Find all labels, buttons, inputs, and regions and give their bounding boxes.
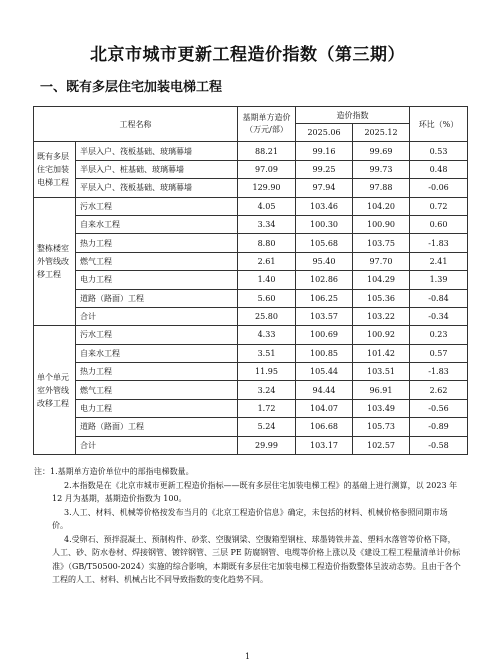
row-name: 燃气工程 (76, 381, 238, 399)
index-2025-12-cell: 103.22 (353, 307, 410, 325)
index-2025-06-cell: 100.85 (296, 344, 353, 362)
index-2025-12-cell: 103.51 (353, 363, 410, 381)
table-row (34, 436, 468, 454)
header-period-2: 2025.12 (353, 124, 410, 142)
index-2025-12-cell: 100.90 (353, 215, 410, 233)
ring-ratio-cell: -1.83 (410, 363, 468, 381)
group-label: 整栋楼室外管线改移工程 (34, 197, 76, 326)
ring-ratio-cell: 0.23 (410, 326, 468, 344)
index-2025-12-cell: 105.36 (353, 289, 410, 307)
header-project-name: 工程名称 (34, 107, 238, 142)
group-label: 单个单元室外管线改移工程 (34, 326, 76, 455)
index-2025-06-cell: 94.44 (296, 381, 353, 399)
ring-ratio-cell: 0.57 (410, 344, 468, 362)
index-2025-06-cell: 105.68 (296, 234, 353, 252)
header-period-1: 2025.06 (296, 124, 353, 142)
ring-ratio-cell: 0.72 (410, 197, 468, 215)
row-name: 合计 (76, 436, 238, 454)
note-3: 3.人工、材料、机械等价格按发布当月的《北京工程造价信息》确定，未包括的材料、机械价格参照同期市场价。 (52, 507, 448, 530)
index-2025-06-cell: 103.46 (296, 197, 353, 215)
index-2025-06-cell: 99.16 (296, 142, 353, 160)
header-ring-ratio: 环比（%） (410, 107, 468, 142)
base-cost-cell: 25.80 (238, 307, 296, 325)
table-row (34, 344, 468, 362)
table-row (34, 252, 468, 270)
note-4: 4.受卵石、预拌混凝土、预制构件、砂浆、空腹钢梁、空腹箱型钢柱、球墨铸铁井盖、塑料水落管等价格下降，人工、砂、防水卷材、焊接钢管、镀锌钢管、三层 PE 防腐钢管、电缆等价格上涨以及《建设工程工程量清单计价标准》（GB/T50500-2024）实施的综合影响，本期既有多层住宅加装电梯工程造价指数整体呈波动态势。且由于各个工程的人工、材料、机械占比不同导致指数的变化趋势不同。 (52, 534, 461, 584)
table-row (34, 399, 468, 417)
page-number: 1 (244, 652, 251, 661)
table-row (34, 197, 468, 215)
page-title: 北京市城市更新工程造价指数（第三期） (90, 45, 405, 65)
ring-ratio-cell: 1.39 (410, 271, 468, 289)
row-name: 自来水工程 (76, 344, 238, 362)
index-2025-12-cell: 103.49 (353, 399, 410, 417)
index-2025-12-cell: 103.75 (353, 234, 410, 252)
table-row (34, 142, 468, 160)
index-2025-06-cell: 106.68 (296, 418, 353, 436)
row-name: 电力工程 (76, 271, 238, 289)
table-row (34, 289, 468, 307)
index-2025-12-cell: 101.42 (353, 344, 410, 362)
index-2025-06-cell: 105.44 (296, 363, 353, 381)
index-2025-06-cell: 102.86 (296, 271, 353, 289)
base-cost-cell: 2.61 (238, 252, 296, 270)
header-index: 造价指数 (296, 107, 410, 124)
row-name: 电力工程 (76, 399, 238, 417)
ring-ratio-cell: 0.48 (410, 160, 468, 178)
ring-ratio-cell: 2.62 (410, 381, 468, 399)
base-cost-cell: 4.33 (238, 326, 296, 344)
ring-ratio-cell: 0.60 (410, 215, 468, 233)
row-name: 污水工程 (76, 326, 238, 344)
row-name: 道路（路面）工程 (76, 289, 238, 307)
section-heading: 一、既有多层住宅加装电梯工程 (40, 80, 223, 95)
index-2025-12-cell: 97.88 (353, 179, 410, 197)
index-2025-06-cell: 99.25 (296, 160, 353, 178)
table-row (34, 271, 468, 289)
header-base-cost: 基期单方造价 （万元/部） (238, 107, 296, 142)
index-2025-12-cell: 97.70 (353, 252, 410, 270)
row-name: 平层入户、筏板基础、玻璃幕墙 (76, 179, 238, 197)
index-2025-06-cell: 106.25 (296, 289, 353, 307)
group-label: 既有多层住宅加装电梯工程 (34, 142, 76, 197)
ring-ratio-cell: -0.56 (410, 399, 468, 417)
ring-ratio-cell: -0.89 (410, 418, 468, 436)
index-2025-12-cell: 105.73 (353, 418, 410, 436)
index-2025-12-cell: 99.73 (353, 160, 410, 178)
ring-ratio-cell: -0.06 (410, 179, 468, 197)
index-2025-12-cell: 99.69 (353, 142, 410, 160)
notes (34, 465, 462, 587)
row-name: 自来水工程 (76, 215, 238, 233)
table-row (34, 160, 468, 178)
index-2025-12-cell: 102.57 (353, 436, 410, 454)
base-cost-cell: 1.72 (238, 399, 296, 417)
index-2025-06-cell: 103.17 (296, 436, 353, 454)
index-2025-06-cell: 97.94 (296, 179, 353, 197)
row-name: 半层入户、桩基础、玻璃幕墙 (76, 160, 238, 178)
base-cost-cell: 1.40 (238, 271, 296, 289)
row-name: 燃气工程 (76, 252, 238, 270)
ring-ratio-cell: -0.58 (410, 436, 468, 454)
table-row (34, 363, 468, 381)
base-cost-cell: 4.05 (238, 197, 296, 215)
row-name: 热力工程 (76, 234, 238, 252)
table-row (34, 179, 468, 197)
base-cost-cell: 88.21 (238, 142, 296, 160)
row-name: 合计 (76, 307, 238, 325)
ring-ratio-cell: -1.83 (410, 234, 468, 252)
row-name: 半层入户、筏板基础、玻璃幕墙 (76, 142, 238, 160)
base-cost-cell: 5.24 (238, 418, 296, 436)
index-2025-12-cell: 96.91 (353, 381, 410, 399)
base-cost-cell: 97.09 (238, 160, 296, 178)
base-cost-cell: 3.51 (238, 344, 296, 362)
note-1: 注：1.基期单方造价单位中的部指电梯数量。 (34, 467, 194, 476)
table-row (34, 381, 468, 399)
index-2025-06-cell: 95.40 (296, 252, 353, 270)
index-2025-12-cell: 104.29 (353, 271, 410, 289)
table-row (34, 234, 468, 252)
ring-ratio-cell: -0.34 (410, 307, 468, 325)
index-2025-06-cell: 100.69 (296, 326, 353, 344)
index-2025-12-cell: 100.92 (353, 326, 410, 344)
index-2025-06-cell: 103.57 (296, 307, 353, 325)
index-2025-06-cell: 104.07 (296, 399, 353, 417)
base-cost-cell: 129.90 (238, 179, 296, 197)
ring-ratio-cell: 2.41 (410, 252, 468, 270)
base-cost-cell: 8.80 (238, 234, 296, 252)
base-cost-cell: 11.95 (238, 363, 296, 381)
base-cost-cell: 3.34 (238, 215, 296, 233)
table-row (34, 307, 468, 325)
ring-ratio-cell: 0.53 (410, 142, 468, 160)
row-name: 污水工程 (76, 197, 238, 215)
ring-ratio-cell: -0.84 (410, 289, 468, 307)
row-name: 道路（路面）工程 (76, 418, 238, 436)
table-row (34, 326, 468, 344)
table-body (34, 142, 468, 455)
base-cost-cell: 3.24 (238, 381, 296, 399)
index-2025-12-cell: 104.20 (353, 197, 410, 215)
base-cost-cell: 5.60 (238, 289, 296, 307)
note-2: 2.本指数是在《北京市城市更新工程造价指标——既有多层住宅加装电梯工程》的基础上进行测算，以 2023 年 12 月为基期，基期造价指数为 100。 (52, 480, 458, 503)
table-row (34, 215, 468, 233)
index-2025-06-cell: 100.30 (296, 215, 353, 233)
row-name: 热力工程 (76, 363, 238, 381)
price-index-table (33, 106, 468, 455)
base-cost-cell: 29.99 (238, 436, 296, 454)
table-row (34, 418, 468, 436)
